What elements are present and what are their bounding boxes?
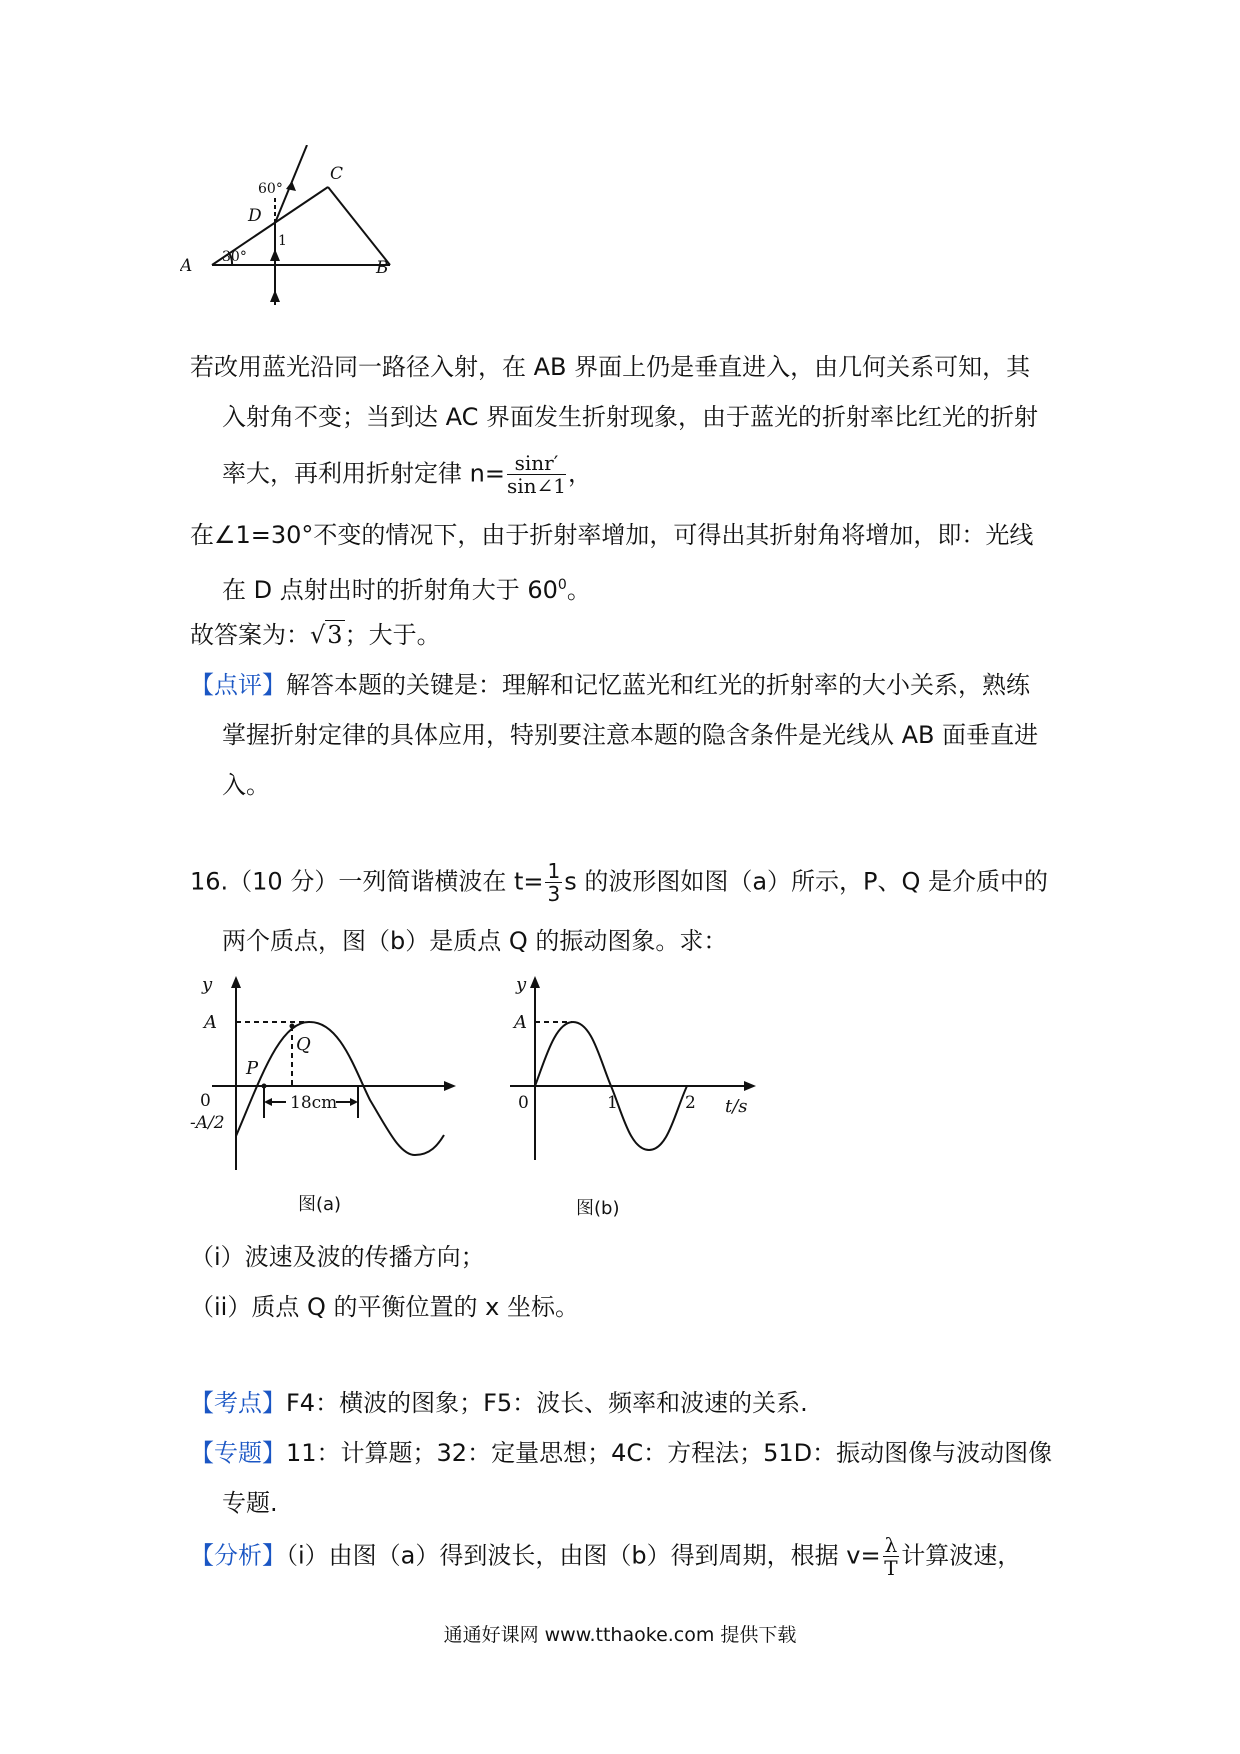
label-angle1: 1: [278, 233, 287, 249]
t-denominator: 3: [547, 882, 561, 906]
label-p: P: [246, 1058, 259, 1079]
comment-text1: 解答本题的关键是：理解和记忆蓝光和红光的折射率的大小关系，熟练: [286, 671, 1030, 699]
velocity-fraction: [883, 1534, 900, 1579]
caption-b: 图(b): [576, 1198, 620, 1219]
q16-suffix: s 的波形图如图（a）所示，P、Q 是介质中的: [564, 867, 1049, 896]
para1-line3: [222, 452, 1092, 497]
caption-a: 图(a): [298, 1194, 342, 1215]
comment-line2: 掌握折射定律的具体应用，特别要注意本题的隐含条件是光线从 AB 面垂直进: [222, 721, 1039, 749]
t-numerator: 1: [547, 859, 561, 883]
y-arrow-a: [231, 976, 241, 988]
label-amp-b: A: [514, 1012, 527, 1033]
fenxi-prefix: （i）由图（a）得到波长，由图（b）得到周期，根据 v=: [286, 1541, 881, 1570]
answer-suffix: ；大于。: [344, 621, 441, 649]
page-footer: 通通好课网 www.tthaoke.com 提供下载: [443, 1624, 797, 1646]
q16-line2: 两个质点，图（b）是质点 Q 的振动图象。求：: [222, 927, 728, 955]
label-t1: 1: [607, 1093, 618, 1113]
label-d: D: [248, 206, 262, 226]
para2-line2: [222, 568, 1092, 607]
zhuanti-tag: 【专题】: [190, 1439, 286, 1467]
x-arrow-a: [444, 1081, 456, 1091]
snell-numerator: sinr′: [507, 452, 566, 475]
x-arrow-b: [744, 1081, 756, 1091]
fenxi-suffix: 计算波速，: [901, 1541, 1022, 1570]
label-y-b: y: [516, 974, 527, 995]
label-a: A: [180, 256, 193, 276]
label-b: B: [376, 258, 389, 278]
label-t2: 2: [685, 1093, 696, 1113]
q16-line1: [190, 860, 1060, 905]
snell-formula: [507, 452, 566, 497]
velocity-numerator: λ: [884, 1533, 898, 1557]
kaodian-line: [190, 1386, 1060, 1420]
point-q: [290, 1024, 295, 1029]
kaodian-tag: 【考点】: [190, 1389, 286, 1417]
zhuanti-line2: 专题.: [222, 1489, 278, 1517]
q16-sub2: （ii）质点 Q 的平衡位置的 x 坐标。: [190, 1293, 579, 1321]
para1-line2: 入射角不变；当到达 AC 界面发生折射现象，由于蓝光的折射率比红光的折射: [222, 403, 1039, 431]
para2-sup: 0: [557, 577, 567, 593]
answer-line: [190, 618, 1060, 652]
fenxi-tag: 【分析】: [190, 1541, 286, 1570]
comment-line3: 入。: [222, 771, 270, 799]
point-p: [262, 1084, 267, 1089]
comment-line1: [190, 668, 1060, 702]
sqrt-argument: 3: [327, 621, 343, 649]
label-origin-a: 0: [200, 1091, 211, 1111]
label-q: Q: [296, 1034, 311, 1055]
zhuanti-text1: 11：计算题；32：定量思想；4C：方程法；51D：振动图像与波动图像: [286, 1439, 1053, 1467]
snell-denominator: sin∠1: [506, 474, 566, 498]
q16-sub1: （i）波速及波的传播方向；: [190, 1243, 485, 1271]
sqrt-expression: √3: [310, 621, 343, 649]
zhuanti-line1: [190, 1436, 1060, 1470]
comment-tag: 【点评】: [190, 671, 286, 699]
label-origin-b: 0: [518, 1093, 529, 1113]
para2-line2-prefix: 在 D 点射出时的折射角大于 60: [222, 576, 558, 604]
label-c: C: [330, 164, 344, 184]
side-cb: [328, 187, 390, 265]
para1-line3-prefix: 率大，再利用折射定律 n=: [222, 459, 505, 488]
prism-figure: [180, 145, 420, 345]
para1-line3-suffix: ，: [567, 459, 592, 488]
arrow-up-1: [270, 249, 280, 261]
t-fraction: [545, 860, 562, 905]
kaodian-text: F4：横波的图象；F5：波长、频率和波速的关系.: [286, 1389, 808, 1417]
label-18cm: 18cm: [290, 1093, 338, 1113]
arrow-ray-out: [286, 181, 296, 191]
arrow-up-2: [270, 290, 280, 302]
fenxi-line: [190, 1534, 1060, 1579]
para2-line1: 在∠1=30°不变的情况下，由于折射率增加，可得出其折射角将增加，即：光线: [190, 521, 1034, 549]
label-neg-half-amp: -A/2: [190, 1113, 225, 1133]
label-axis-t: t/s: [725, 1096, 748, 1117]
label-amp-a: A: [204, 1012, 217, 1033]
velocity-denominator: T: [884, 1556, 898, 1580]
para1-line1: 若改用蓝光沿同一路径入射，在 AB 界面上仍是垂直进入，由几何关系可知，其: [190, 353, 1031, 381]
label-angle60: 60°: [258, 181, 283, 197]
para2-line2-suffix: 。: [566, 576, 591, 604]
dist-arrowhead-left: [264, 1098, 272, 1106]
wave-figure-a: [190, 970, 470, 1180]
q16-prefix: 16.（10 分）一列简谐横波在 t=: [190, 867, 544, 896]
y-arrow-b: [530, 976, 540, 988]
dist-arrowhead-right: [350, 1098, 358, 1106]
label-y-a: y: [202, 974, 213, 995]
label-angle30: 30°: [222, 249, 247, 265]
waveform-a: [236, 1022, 444, 1155]
answer-prefix: 故答案为：: [190, 621, 310, 649]
vibration-figure-b: [510, 970, 780, 1170]
